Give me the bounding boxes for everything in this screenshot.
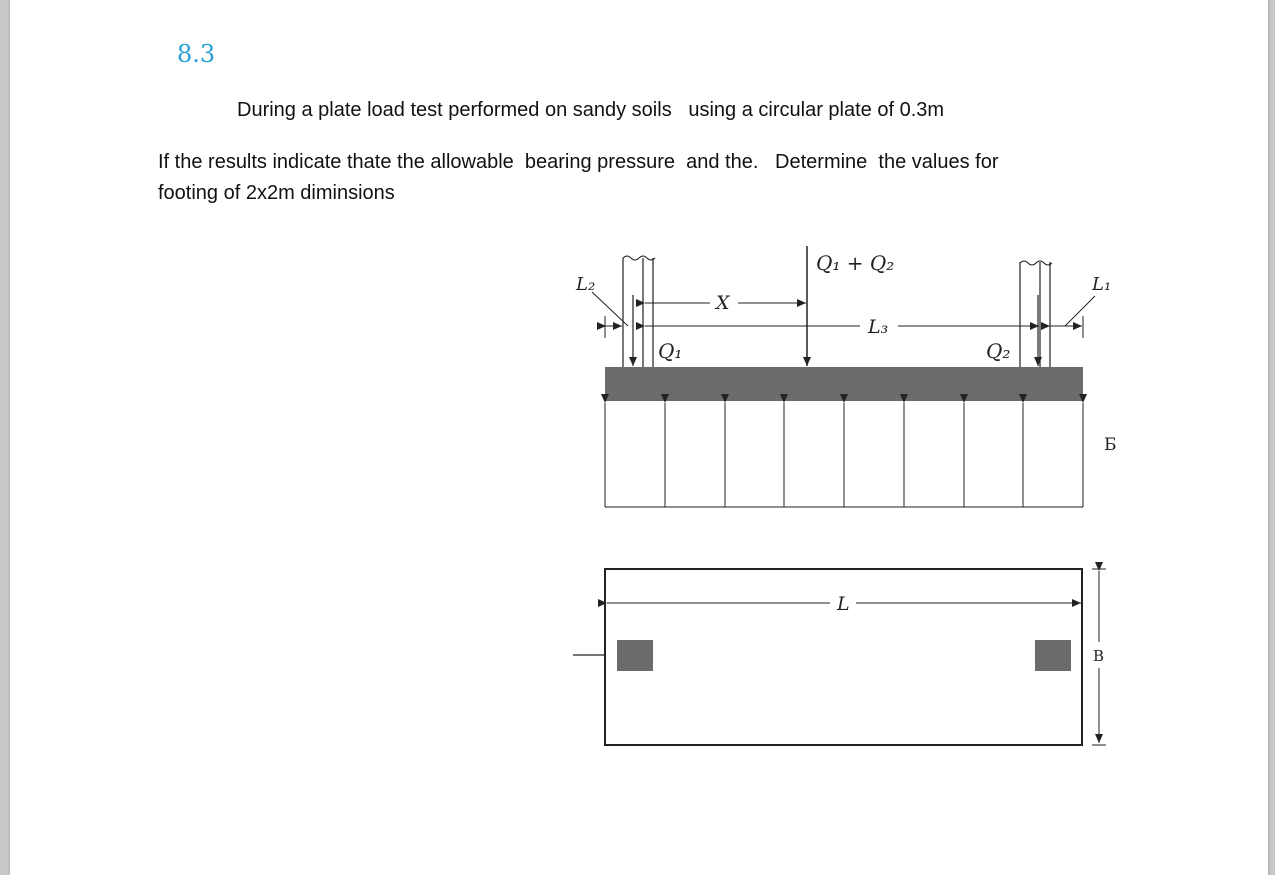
label-l2: L₂	[576, 274, 596, 295]
label-l1: L₁	[1092, 274, 1112, 295]
plan-view	[573, 569, 1106, 745]
footing-elevation	[605, 367, 1083, 401]
problem-text-line-1: During a plate load test performed on sandy soils using a circular plate of 0.3m	[237, 99, 945, 121]
label-q1-plus-q2: Q₁ + Q₂	[816, 251, 895, 275]
label-q2: Q₂	[986, 339, 1011, 363]
label-l: L	[837, 593, 850, 615]
label-x: X	[716, 292, 730, 314]
elevation-view	[575, 246, 1117, 507]
problem-text-line-2b: footing of 2x2m diminsions	[158, 182, 395, 204]
left-column-plan	[617, 640, 653, 671]
l1-dimension	[1050, 296, 1095, 338]
problem-number: 8.3	[177, 40, 216, 68]
document-page	[10, 0, 1268, 875]
soil-pressure-diagram	[605, 403, 1083, 507]
combined-footing-diagram	[10, 0, 1268, 875]
label-b: B	[1093, 647, 1105, 665]
right-column-plan	[1035, 640, 1071, 671]
left-column	[623, 256, 655, 367]
label-l3: L₃	[868, 316, 889, 338]
problem-text-line-2a: If the results indicate thate the allowable bearing pressure and the. Determine the values for	[158, 151, 999, 173]
label-q1: Q₁	[658, 339, 683, 363]
label-b-side: Б	[1104, 435, 1117, 455]
right-column	[1020, 261, 1052, 367]
